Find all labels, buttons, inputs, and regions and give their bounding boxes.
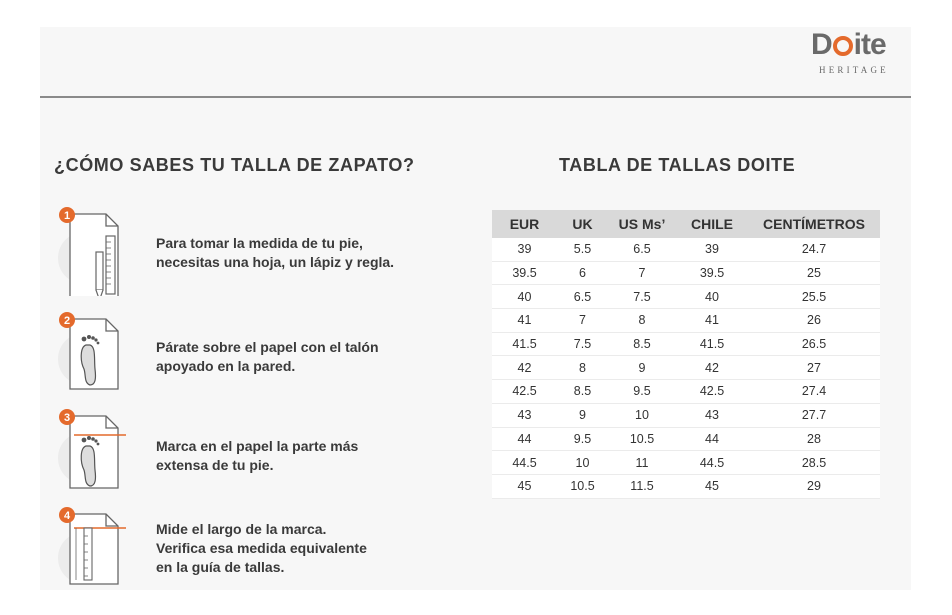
table-cell: 29	[748, 475, 880, 499]
table-row	[492, 404, 880, 428]
table-row	[492, 380, 880, 404]
table-cell: 10.5	[608, 428, 676, 452]
table-cell: 41.5	[492, 333, 557, 357]
table-cell: 6	[557, 262, 608, 286]
table-cell: 28	[748, 428, 880, 452]
size-table-title: TABLA DE TALLAS DOITE	[559, 155, 796, 175]
table-cell: 6.5	[557, 285, 608, 309]
table-cell: 44	[676, 428, 748, 452]
table-cell: 43	[492, 404, 557, 428]
table-row	[492, 428, 880, 452]
table-cell: 10.5	[557, 475, 608, 499]
logo-swirl-icon	[833, 36, 853, 56]
step-line: necesitas una hoja, un lápiz y regla.	[156, 254, 395, 270]
step-line: apoyado en la pared.	[156, 358, 296, 374]
table-cell: 27	[748, 356, 880, 380]
column-header-us: US Ms’	[608, 210, 676, 238]
paper-pencil-ruler-icon	[56, 206, 126, 296]
foot-mark-icon	[56, 408, 126, 498]
table-cell: 44.5	[492, 451, 557, 475]
table-cell: 6.5	[608, 238, 676, 262]
column-header-uk: UK	[557, 210, 608, 238]
table-row	[492, 262, 880, 286]
table-body	[492, 238, 880, 499]
table-cell: 9	[557, 404, 608, 428]
step-description	[156, 234, 394, 272]
table-cell: 28.5	[748, 451, 880, 475]
foot-on-paper-icon	[56, 311, 126, 401]
table-cell: 7.5	[608, 285, 676, 309]
step-description	[156, 338, 379, 376]
step-description	[156, 520, 367, 577]
table-cell: 41	[492, 309, 557, 333]
table-row	[492, 356, 880, 380]
step-line: Mide el largo de la marca.	[156, 521, 327, 537]
table-cell: 9.5	[557, 428, 608, 452]
table-cell: 5.5	[557, 238, 608, 262]
table-cell: 9	[608, 356, 676, 380]
step-number: 3	[63, 412, 71, 424]
step-line: en la guía de tallas.	[156, 559, 285, 575]
table-cell: 26	[748, 309, 880, 333]
logo-wordmark: D ite	[811, 28, 886, 61]
table-row	[492, 451, 880, 475]
table-cell: 42.5	[492, 380, 557, 404]
table-cell: 8	[608, 309, 676, 333]
table-cell: 40	[492, 285, 557, 309]
table-row	[492, 285, 880, 309]
table-cell: 25	[748, 262, 880, 286]
table-cell: 41.5	[676, 333, 748, 357]
table-cell: 11	[608, 451, 676, 475]
table-cell: 27.7	[748, 404, 880, 428]
step-line: extensa de tu pie.	[156, 457, 274, 473]
table-row	[492, 309, 880, 333]
logo-subtitle: HERITAGE	[819, 65, 889, 75]
table-cell: 39.5	[492, 262, 557, 286]
table-cell: 7	[608, 262, 676, 286]
table-cell: 11.5	[608, 475, 676, 499]
step-number: 1	[63, 210, 71, 222]
table-cell: 42	[676, 356, 748, 380]
table-cell: 26.5	[748, 333, 880, 357]
step-description	[156, 437, 358, 475]
table-row	[492, 238, 880, 262]
column-header-eur: EUR	[492, 210, 557, 238]
table-cell: 7.5	[557, 333, 608, 357]
table-cell: 10	[557, 451, 608, 475]
table-cell: 27.4	[748, 380, 880, 404]
step-line: Para tomar la medida de tu pie,	[156, 235, 363, 251]
table-header-row	[492, 210, 880, 238]
column-header-cm: CENTÍMETROS	[748, 210, 880, 238]
table-cell: 9.5	[608, 380, 676, 404]
step-line: Verifica esa medida equivalente	[156, 540, 367, 556]
paper-measure-icon	[56, 506, 126, 596]
table-cell: 45	[676, 475, 748, 499]
table-cell: 8	[557, 356, 608, 380]
step-number: 2	[63, 315, 71, 327]
size-table	[492, 210, 880, 499]
how-to-title: ¿CÓMO SABES TU TALLA DE ZAPATO?	[54, 155, 415, 175]
table-row	[492, 333, 880, 357]
table-row	[492, 475, 880, 499]
table-cell: 44.5	[676, 451, 748, 475]
header-divider	[40, 96, 911, 98]
brand-logo	[811, 28, 911, 78]
table-cell: 39.5	[676, 262, 748, 286]
step-number: 4	[63, 510, 71, 522]
table-cell: 7	[557, 309, 608, 333]
table-cell: 42	[492, 356, 557, 380]
table-cell: 44	[492, 428, 557, 452]
table-cell: 39	[492, 238, 557, 262]
table-cell: 42.5	[676, 380, 748, 404]
table-cell: 40	[676, 285, 748, 309]
table-cell: 43	[676, 404, 748, 428]
table-cell: 10	[608, 404, 676, 428]
table-cell: 39	[676, 238, 748, 262]
table-cell: 24.7	[748, 238, 880, 262]
table-cell: 25.5	[748, 285, 880, 309]
table-cell: 8.5	[608, 333, 676, 357]
step-line: Párate sobre el papel con el talón	[156, 339, 379, 355]
column-header-chile: CHILE	[676, 210, 748, 238]
table-cell: 8.5	[557, 380, 608, 404]
step-line: Marca en el papel la parte más	[156, 438, 359, 454]
table-cell: 45	[492, 475, 557, 499]
table-cell: 41	[676, 309, 748, 333]
